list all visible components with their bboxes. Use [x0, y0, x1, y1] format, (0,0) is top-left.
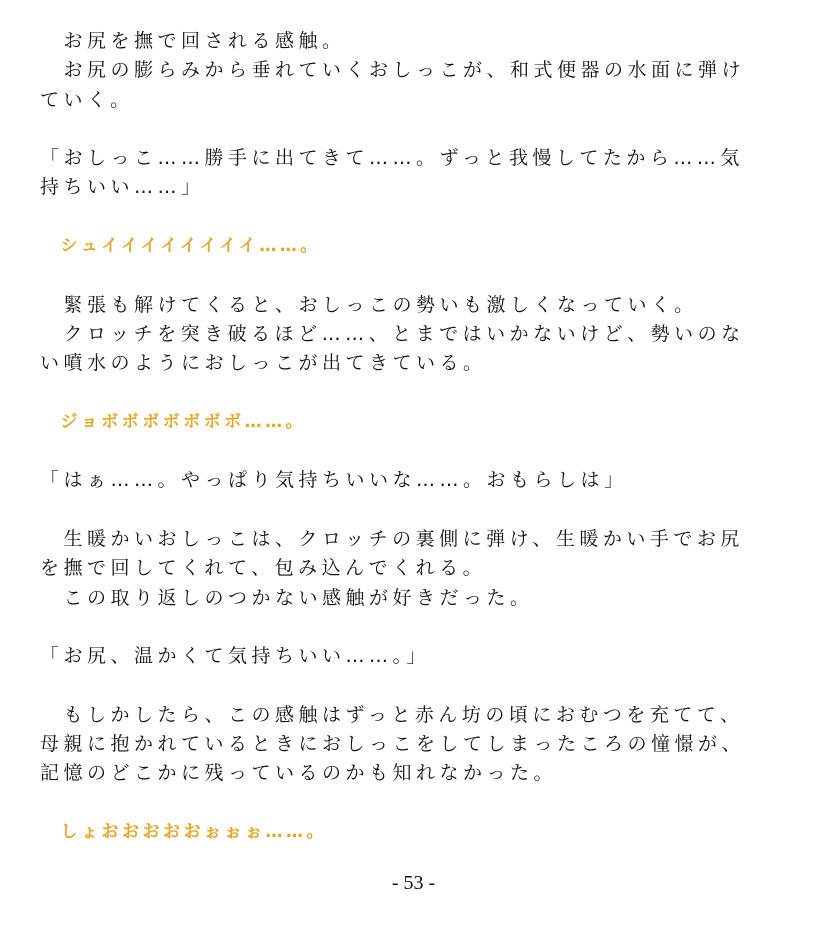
text-column [40, 27, 795, 847]
text-line: を撫で回してくれて、包み込んでくれる。 [40, 557, 487, 580]
blank-line [40, 115, 795, 144]
blank-line [40, 203, 795, 232]
sound-effect-line: しょおおおおおぉぉぉ……。 [40, 822, 327, 843]
blank-line [40, 613, 795, 642]
text-line: この取り返しのつかない感触が好きだった。 [40, 586, 534, 609]
blank-line [40, 672, 795, 701]
text-line: お尻の膨らみから垂れていくおしっこが、和式便器の水面に弾け [40, 59, 746, 82]
text-line: 生暖かいおしっこは、クロッチの裏側に弾け、生暖かい手でお尻 [40, 528, 744, 551]
text-line: ていく。 [40, 88, 134, 111]
blank-line [40, 379, 795, 408]
text-line: お尻を撫で回される感触。 [40, 30, 346, 52]
blank-line [40, 496, 795, 525]
page-number: - 53 - [391, 872, 436, 894]
blank-line [40, 261, 795, 290]
dialogue-line: 「お尻、温かくて気持ちいい……。」 [40, 645, 431, 668]
blank-line [40, 789, 795, 818]
dialogue-line: 「はぁ……。やっぱり気持ちいいな……。おもらしは」 [40, 469, 628, 492]
sound-effect-line: シュイイイイイイイイ……。 [40, 236, 321, 257]
text-line: 緊張も解けてくると、おしっこの勢いも激しくなっていく。 [40, 293, 698, 316]
sound-effect-line: ジョボボボボボボボ……。 [40, 411, 307, 432]
text-line: 記憶のどこかに残っているのかも知れなかった。 [40, 762, 558, 785]
dialogue-line: 「おしっこ……勝手に出てきて……。ずっと我慢してたから……気 [40, 147, 744, 170]
text-line: い噴水のようにおしっこが出てきている。 [40, 352, 487, 375]
dialogue-line: 持ちいい……」 [40, 176, 205, 199]
text-line: クロッチを突き破るほど……、とまではいかないけど、勢いのな [40, 322, 745, 345]
text-line: もしかしたら、この感触はずっと赤ん坊の頃におむつを充てて、 [40, 703, 744, 726]
text-line: 母親に抱かれているときにおしっこをしてしまったころの憧憬が、 [40, 733, 746, 756]
blank-line [40, 437, 795, 466]
